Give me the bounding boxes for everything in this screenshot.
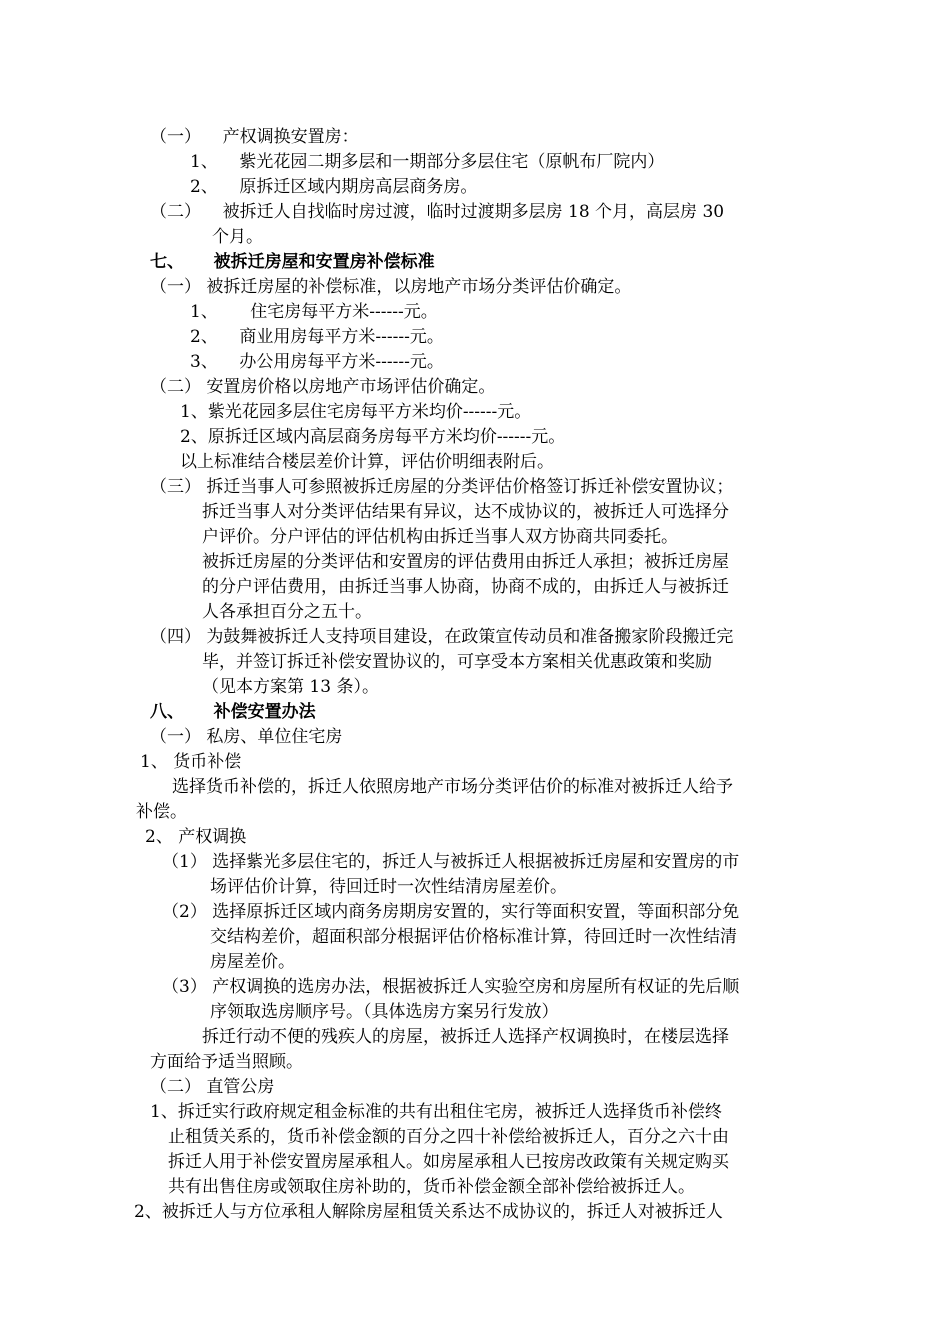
text-line: （一） 被拆迁房屋的补偿标准，以房地产市场分类评估价确定。 [150,277,632,297]
text-line: 拆迁人用于补偿安置房屋承租人。如房屋承租人已按房改政策有关规定购买 [168,1152,729,1172]
text-line: 个月。 [212,227,263,247]
text-line: 2、原拆迁区域内高层商务房每平方米均价------元。 [180,427,566,447]
text-line: 选择货币补偿的，拆迁人依照房地产市场分类评估价的标准对被拆迁人给予 [172,777,733,797]
text-line: 方面给予适当照顾。 [150,1052,303,1072]
text-line: 2、 商业用房每平方米------元。 [190,327,444,347]
text-line: 1、 紫光花园二期多层和一期部分多层住宅（原帆布厂院内） [190,152,665,172]
text-line: （四） 为鼓舞被拆迁人支持项目建设，在政策宣传动员和准备搬家阶段搬迁完 [150,627,734,647]
text-line: 房屋差价。 [210,952,295,972]
text-line: 2、 产权调换 [145,827,247,847]
section-heading: 七、 被拆迁房屋和安置房补偿标准 [150,252,435,272]
text-line: 共有出售住房或领取住房补助的，货币补偿金额全部补偿给被拆迁人。 [168,1177,695,1197]
text-line: 序领取选房顺序号。（具体选房方案另行发放） [210,1002,559,1022]
text-line: 1、拆迁实行政府规定租金标准的共有出租住宅房，被拆迁人选择货币补偿终 [150,1102,722,1122]
text-line: 交结构差价，超面积部分根据评估价格标准计算，待回迁时一次性结清 [210,927,737,947]
text-line: （2） 选择原拆迁区域内商务房期房安置的，实行等面积安置，等面积部分免 [162,902,740,922]
text-line: （二） 直管公房 [150,1077,275,1097]
text-line: （3） 产权调换的选房办法，根据被拆迁人实验空房和房屋所有权证的先后顺 [162,977,740,997]
text-line: 1、 住宅房每平方米------元。 [190,302,438,322]
text-line: 补偿。 [136,802,187,822]
text-line: 毕，并签订拆迁补偿安置协议的，可享受本方案相关优惠政策和奖励 [202,652,712,672]
text-line: （三） 拆迁当事人可参照被拆迁房屋的分类评估价格签订拆迁补偿安置协议； [150,477,734,497]
text-line: 人各承担百分之五十。 [202,602,372,622]
text-line: 的分户评估费用，由拆迁当事人协商，协商不成的，由拆迁人与被拆迁 [202,577,729,597]
text-line: （一） 产权调换安置房： [150,127,359,147]
text-line: 1、紫光花园多层住宅房每平方米均价------元。 [180,402,532,422]
text-line: 以上标准结合楼层差价计算，评估价明细表附后。 [180,452,554,472]
text-line: 止租赁关系的，货币补偿金额的百分之四十补偿给被拆迁人，百分之六十由 [168,1127,729,1147]
section-heading: 八、 补偿安置办法 [150,702,316,722]
text-line: 1、 货币补偿 [140,752,242,772]
text-line: 3、 办公用房每平方米------元。 [190,352,444,372]
text-line: 2、被拆迁人与方位承租人解除房屋租赁关系达不成协议的，拆迁人对被拆迁人 [134,1202,723,1222]
text-line: 户评价。分户评估的评估机构由拆迁当事人双方协商共同委托。 [202,527,678,547]
text-line: 拆迁行动不便的残疾人的房屋，被拆迁人选择产权调换时，在楼层选择 [202,1027,729,1047]
text-line: 2、 原拆迁区域内期房高层商务房。 [190,177,478,197]
text-line: （二） 安置房价格以房地产市场评估价确定。 [150,377,496,397]
text-line: （见本方案第 13 条）。 [202,677,379,697]
text-line: 场评估价计算，待回迁时一次性结清房屋差价。 [210,877,567,897]
text-line: （一） 私房、单位住宅房 [150,727,343,747]
text-line: （1） 选择紫光多层住宅的，拆迁人与被拆迁人根据被拆迁房屋和安置房的市 [162,852,740,872]
text-line: 被拆迁房屋的分类评估和安置房的评估费用由拆迁人承担；被拆迁房屋 [202,552,729,572]
text-line: （二） 被拆迁人自找临时房过渡，临时过渡期多层房 18 个月，高层房 30 [150,202,725,222]
text-line: 拆迁当事人对分类评估结果有异议，达不成协议的，被拆迁人可选择分 [202,502,729,522]
